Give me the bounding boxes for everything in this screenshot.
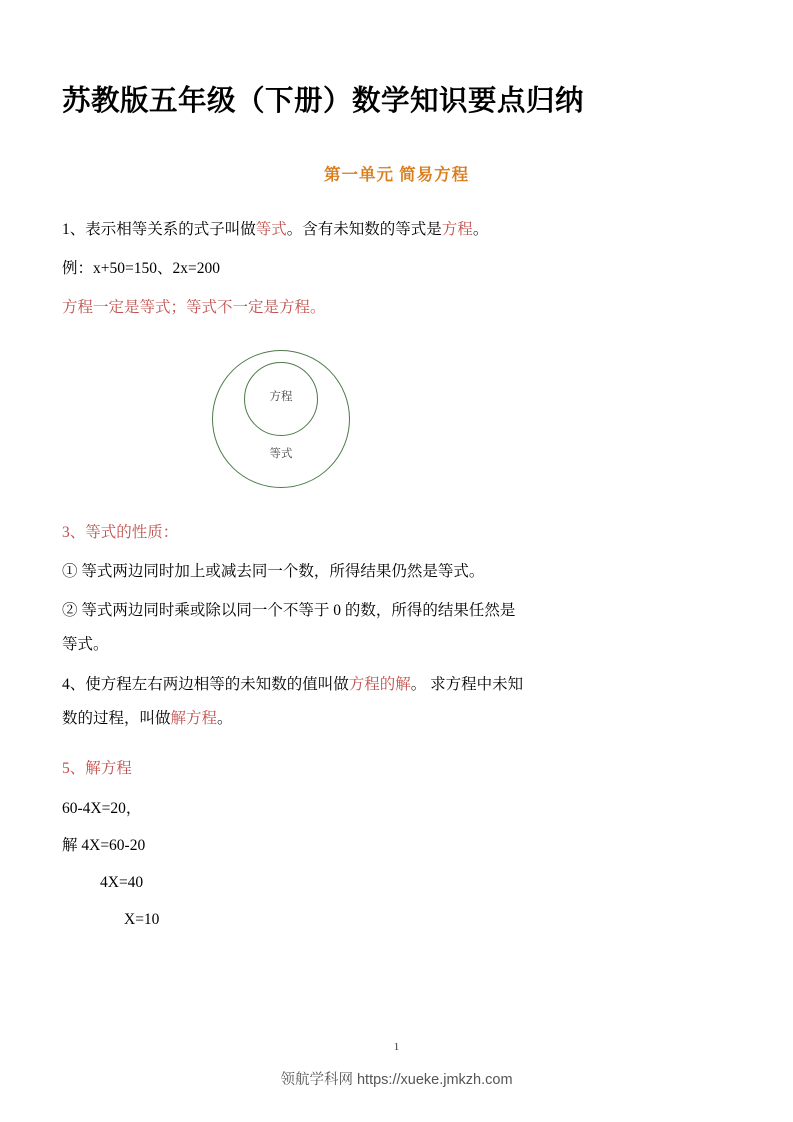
paragraph-solving-definition bbox=[62, 704, 731, 734]
text-segment: 。含有未知数的等式是 bbox=[286, 221, 442, 238]
document-body bbox=[62, 215, 731, 935]
text-segment: 。 bbox=[217, 709, 233, 727]
text-segment: 4、使方程左右两边相等的未知数的值叫做 bbox=[62, 675, 349, 693]
paragraph-property-1: ① 等式两边同时加上或减去同一个数，所得结果仍然是等式。 bbox=[62, 562, 485, 580]
paragraph-solve-heading: 5、解方程 bbox=[62, 759, 132, 777]
equation-line-2: 解 4X=60-20 bbox=[62, 837, 146, 855]
unit-heading: 第一单元 简易方程 bbox=[323, 165, 470, 184]
circle-outer-label: 等式 bbox=[269, 447, 293, 460]
text-segment: 数的过程，叫做 bbox=[62, 709, 171, 727]
equation-worked-example bbox=[62, 793, 731, 935]
paragraph-property-2-cont: 等式。 bbox=[62, 636, 109, 654]
paragraph-definition-equation bbox=[62, 215, 731, 245]
paragraph-property-2: ② 等式两边同时乘或除以同一个不等于 0 的数，所得的结果任然是 bbox=[62, 602, 516, 620]
equation-line-3: 4X=40 bbox=[100, 874, 144, 892]
paragraph-solution-definition bbox=[62, 670, 731, 700]
text-segment: 1、表示相等关系的式子叫做 bbox=[62, 221, 256, 238]
paragraph-relation-note: 方程一定是等式；等式不一定是方程。 bbox=[62, 299, 326, 317]
footer-watermark: 领航学科网 https://xueke.jmkzh.com bbox=[280, 1072, 513, 1088]
highlight-solve-equation: 解方程 bbox=[170, 709, 218, 727]
text-segment: 。 求方程中未知 bbox=[410, 675, 524, 693]
page-title: 苏教版五年级（下册）数学知识要点归纳 bbox=[62, 86, 585, 117]
venn-diagram-wrapper bbox=[62, 338, 731, 498]
highlight-equation-solution: 方程的解 bbox=[348, 675, 411, 693]
highlight-equation: 方程 bbox=[441, 221, 473, 238]
paragraph-example: 例：x+50=150、2x=200 bbox=[62, 260, 220, 278]
equation-line-1: 60-4X=20， bbox=[62, 800, 142, 818]
page-number: 1 bbox=[393, 1041, 400, 1053]
venn-diagram bbox=[182, 338, 372, 498]
equation-line-4: X=10 bbox=[124, 911, 160, 929]
text-segment: 。 bbox=[472, 221, 489, 238]
circle-inner-label: 方程 bbox=[269, 390, 293, 403]
paragraph-properties-heading: 3、等式的性质： bbox=[62, 523, 179, 541]
highlight-equality: 等式 bbox=[255, 221, 287, 238]
